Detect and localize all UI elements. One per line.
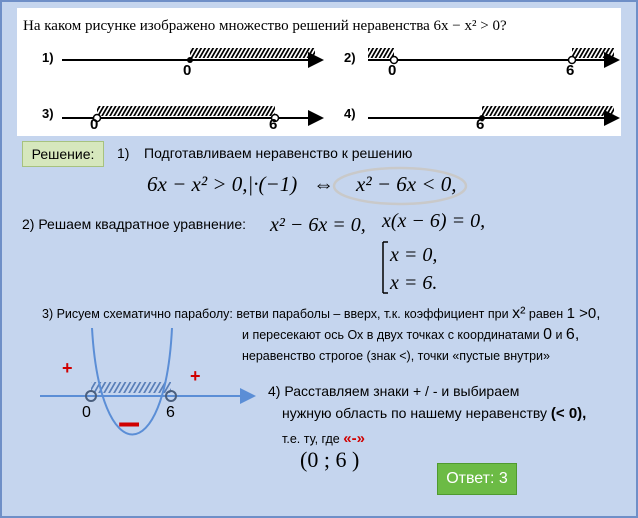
graph-plus-left: + [62,358,73,378]
option3-label: 3) [42,106,54,121]
option2-tick-6: 6 [566,62,575,79]
step3-line2: и пересекают ось Ох в двух точках с координатами 0 и 6, [242,326,580,343]
root-0: x = 0, [390,244,438,266]
solution-badge: Решение: [22,141,104,167]
option1-hatch [190,48,315,58]
step1-formula-left: 6x − x² > 0,|·(−1) [147,172,298,196]
option3-hatch [97,106,275,116]
step3-line3: неравенство строгое (знак <), точки «пустые внутри» [242,349,550,363]
step4-line2: нужную область по нашему неравенству (< 0), [282,405,587,422]
question-text: На каком рисунке изображено множество решений неравенства 6x − x² > 0? [23,18,507,34]
option2-label: 2) [344,50,356,65]
graph-hatch [91,382,171,393]
option1-tick-0: 0 [183,62,192,79]
step3-line1: 3) Рисуем схематично параболу: ветви параболы – вверх, т.к. коэффициент при x² равен 1 >0, [42,305,601,322]
graph-minus: – [118,400,141,444]
step1-number: 1) [117,145,130,161]
option4-label: 4) [344,106,356,121]
step4-line1: 4) Расставляем знаки + / - и выбираем [268,383,520,399]
step1-formula-right: x² − 6x < 0, [356,172,457,196]
answer-interval: (0 ; 6 ) [300,447,360,472]
option4-hatch [482,106,614,116]
step2-text: 2) Решаем квадратное уравнение: [22,216,246,232]
step3-coefficient: 1 >0, [566,305,601,322]
option4-tick-6: 6 [476,116,485,133]
answer-badge: Ответ: 3 [437,463,517,495]
graph-plus-right: + [190,366,201,386]
step2-equation: x² − 6x = 0, [270,214,366,236]
step3-coord-0: 0 [543,326,552,343]
step3-coord-6: 6, [565,326,580,343]
option2-tick-0: 0 [388,62,397,79]
graph-label-6: 6 [166,404,175,421]
option2-hatch-right [572,48,614,58]
step4-sign: «-» [343,430,365,447]
option3-tick-6: 6 [269,116,278,133]
option1-label: 1) [42,50,54,65]
step3-x2: x² [512,305,526,322]
step2-factored: x(x − 6) = 0, [382,210,486,232]
step1-text: Подготавливаем неравенство к решению [144,145,413,161]
option2-hatch-left [368,48,394,58]
root-6: x = 6. [390,272,438,294]
equivalence-arrow: ⇔ [313,172,334,196]
step4-line3: т.е. ту, где «-» [282,430,365,447]
step4-condition: (< 0), [550,405,587,422]
graph-label-0: 0 [82,404,91,421]
option3-tick-0: 0 [90,116,99,133]
